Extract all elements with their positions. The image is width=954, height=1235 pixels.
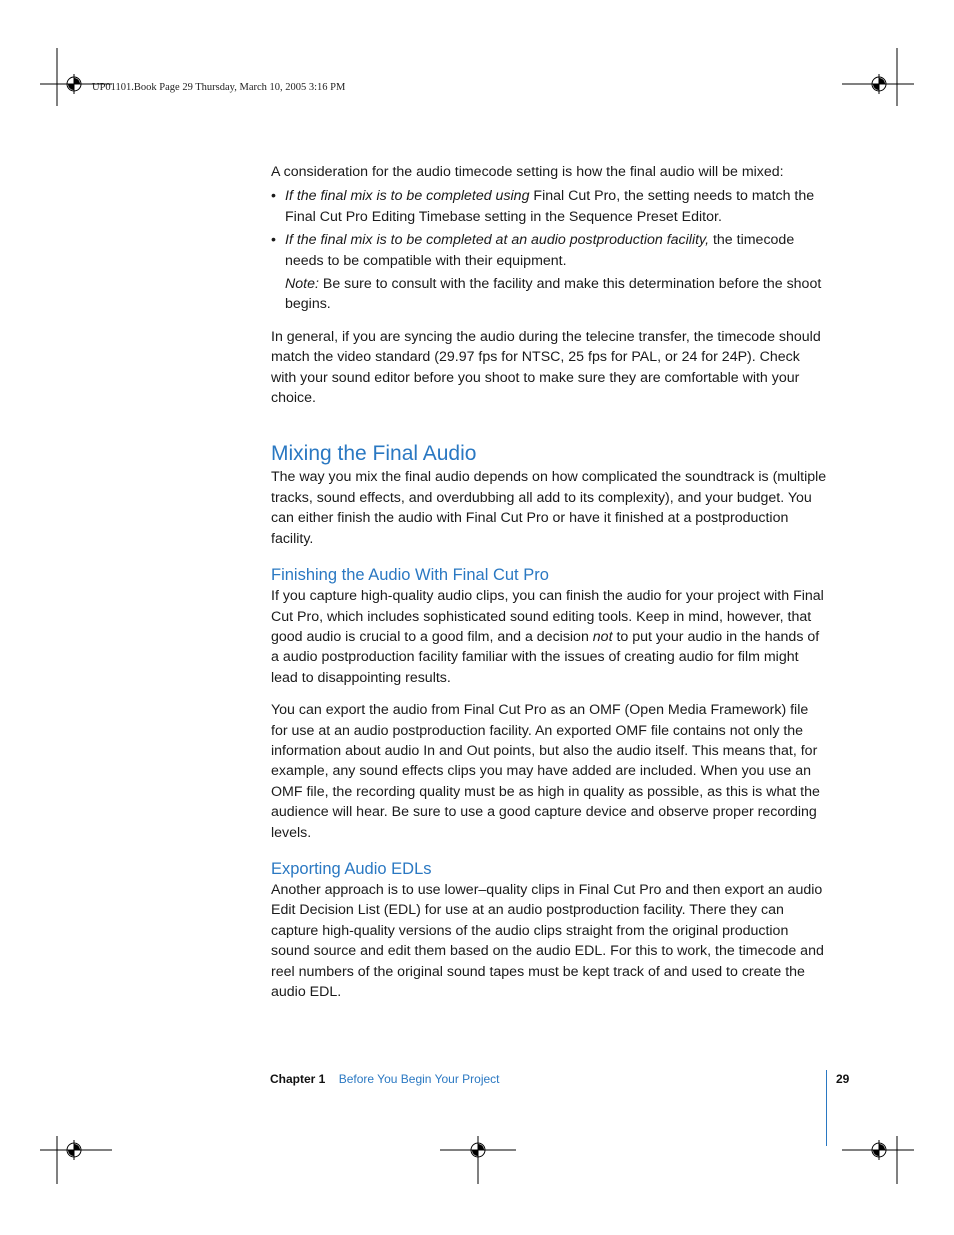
finishing-p1-italic: not bbox=[592, 628, 613, 645]
registration-mark-bottom-center bbox=[440, 1132, 516, 1186]
footer-chapter-title: Before You Begin Your Project bbox=[338, 1072, 500, 1086]
note-paragraph bbox=[271, 274, 827, 315]
bullet-icon: • bbox=[271, 232, 276, 249]
bullet-icon: • bbox=[271, 188, 276, 205]
intro-closing-paragraph: In general, if you are syncing the audio during the telecine transfer, the timecode should match the video standard (29.97 fps for NTSC, 25 fps for PAL, or 24 for 24P). Check with your sound editor before you shoot to make sure they are comfortable with your choice. bbox=[271, 328, 821, 407]
note-label: Note: bbox=[285, 276, 319, 293]
subsection-heading-finishing: Finishing the Audio With Final Cut Pro bbox=[271, 566, 549, 585]
footer-divider bbox=[826, 1070, 827, 1146]
registration-mark-top-right bbox=[842, 48, 914, 120]
subsection-heading-exporting: Exporting Audio EDLs bbox=[271, 859, 432, 878]
finishing-p1-text: If you capture high-quality audio clips, you can finish the audio for your project with Final Cut Pro, which includes sophisticated sound editing tools. Keep in mind, however, that good audio is crucial to a good film, and a decision bbox=[271, 588, 824, 645]
page-content bbox=[271, 162, 827, 1002]
list-item bbox=[271, 186, 827, 227]
page-number: 29 bbox=[836, 1072, 850, 1086]
list-item-italic: If the final mix is to be completed at an audio postproduction facility, bbox=[285, 232, 710, 249]
print-slug-line: UP01101.Book Page 29 Thursday, March 10, 2005 3:16 PM bbox=[92, 82, 346, 93]
section-heading: Mixing the Final Audio bbox=[271, 442, 477, 466]
list-item-italic: If the final mix is to be completed using bbox=[285, 188, 534, 205]
note-text: Be sure to consult with the facility and make this determination before the shoot begins. bbox=[285, 276, 822, 313]
finishing-paragraph-2: You can export the audio from Final Cut Pro as an OMF (Open Media Framework) file for use at an audio postproduction facility. An exported OMF file contains not only the information about audio In and Out points, but also the audio itself. This means that, for example, any sound effects clips you may have added are included. When you use an OMF file, the recording quality must be as high in quality as possible, as this is what the audience will hear. Be sure to use a good capture device and observe proper recording levels. bbox=[271, 702, 820, 841]
footer-chapter bbox=[270, 1072, 500, 1086]
finishing-p1-text-end: to put your audio in the hands of a audio postproduction facility familiar with the issues of creating audio for film might lead to disappointing results. bbox=[271, 628, 820, 686]
finishing-paragraph-1 bbox=[271, 586, 827, 688]
registration-mark-bottom-left bbox=[40, 1132, 112, 1186]
list-item-text: Final Cut Pro, the setting needs to match the Final Cut Pro Editing Timebase setting in the Sequence Preset Editor. bbox=[285, 188, 815, 225]
exporting-paragraph: Another approach is to use lower–quality clips in Final Cut Pro and then export an audio Edit Decision List (EDL) for use at an audio postproduction facility. There they can capture high-quality versions of the audio clips straight from the original production sound source and edit them based on the audio EDL. For this to work, the timecode and reel numbers of the original sound tapes must be kept track of and used to create the audio EDL. bbox=[271, 881, 824, 1000]
section-body: The way you mix the final audio depends on how complicated the soundtrack is (multiple tracks, sound effects, and overdubbing all add to its complexity), and your budget. You can either finish the audio with Final Cut Pro or have it finished at a postproduction facility. bbox=[271, 469, 827, 547]
footer-chapter-label: Chapter 1 bbox=[270, 1072, 326, 1086]
registration-mark-bottom-right bbox=[842, 1132, 914, 1186]
list-item bbox=[271, 230, 827, 271]
list-item-text: the timecode needs to be compatible with their equipment. bbox=[285, 232, 795, 269]
intro-lead: A consideration for the audio timecode setting is how the final audio will be mixed: bbox=[271, 164, 784, 180]
mix-options-list bbox=[271, 186, 827, 271]
